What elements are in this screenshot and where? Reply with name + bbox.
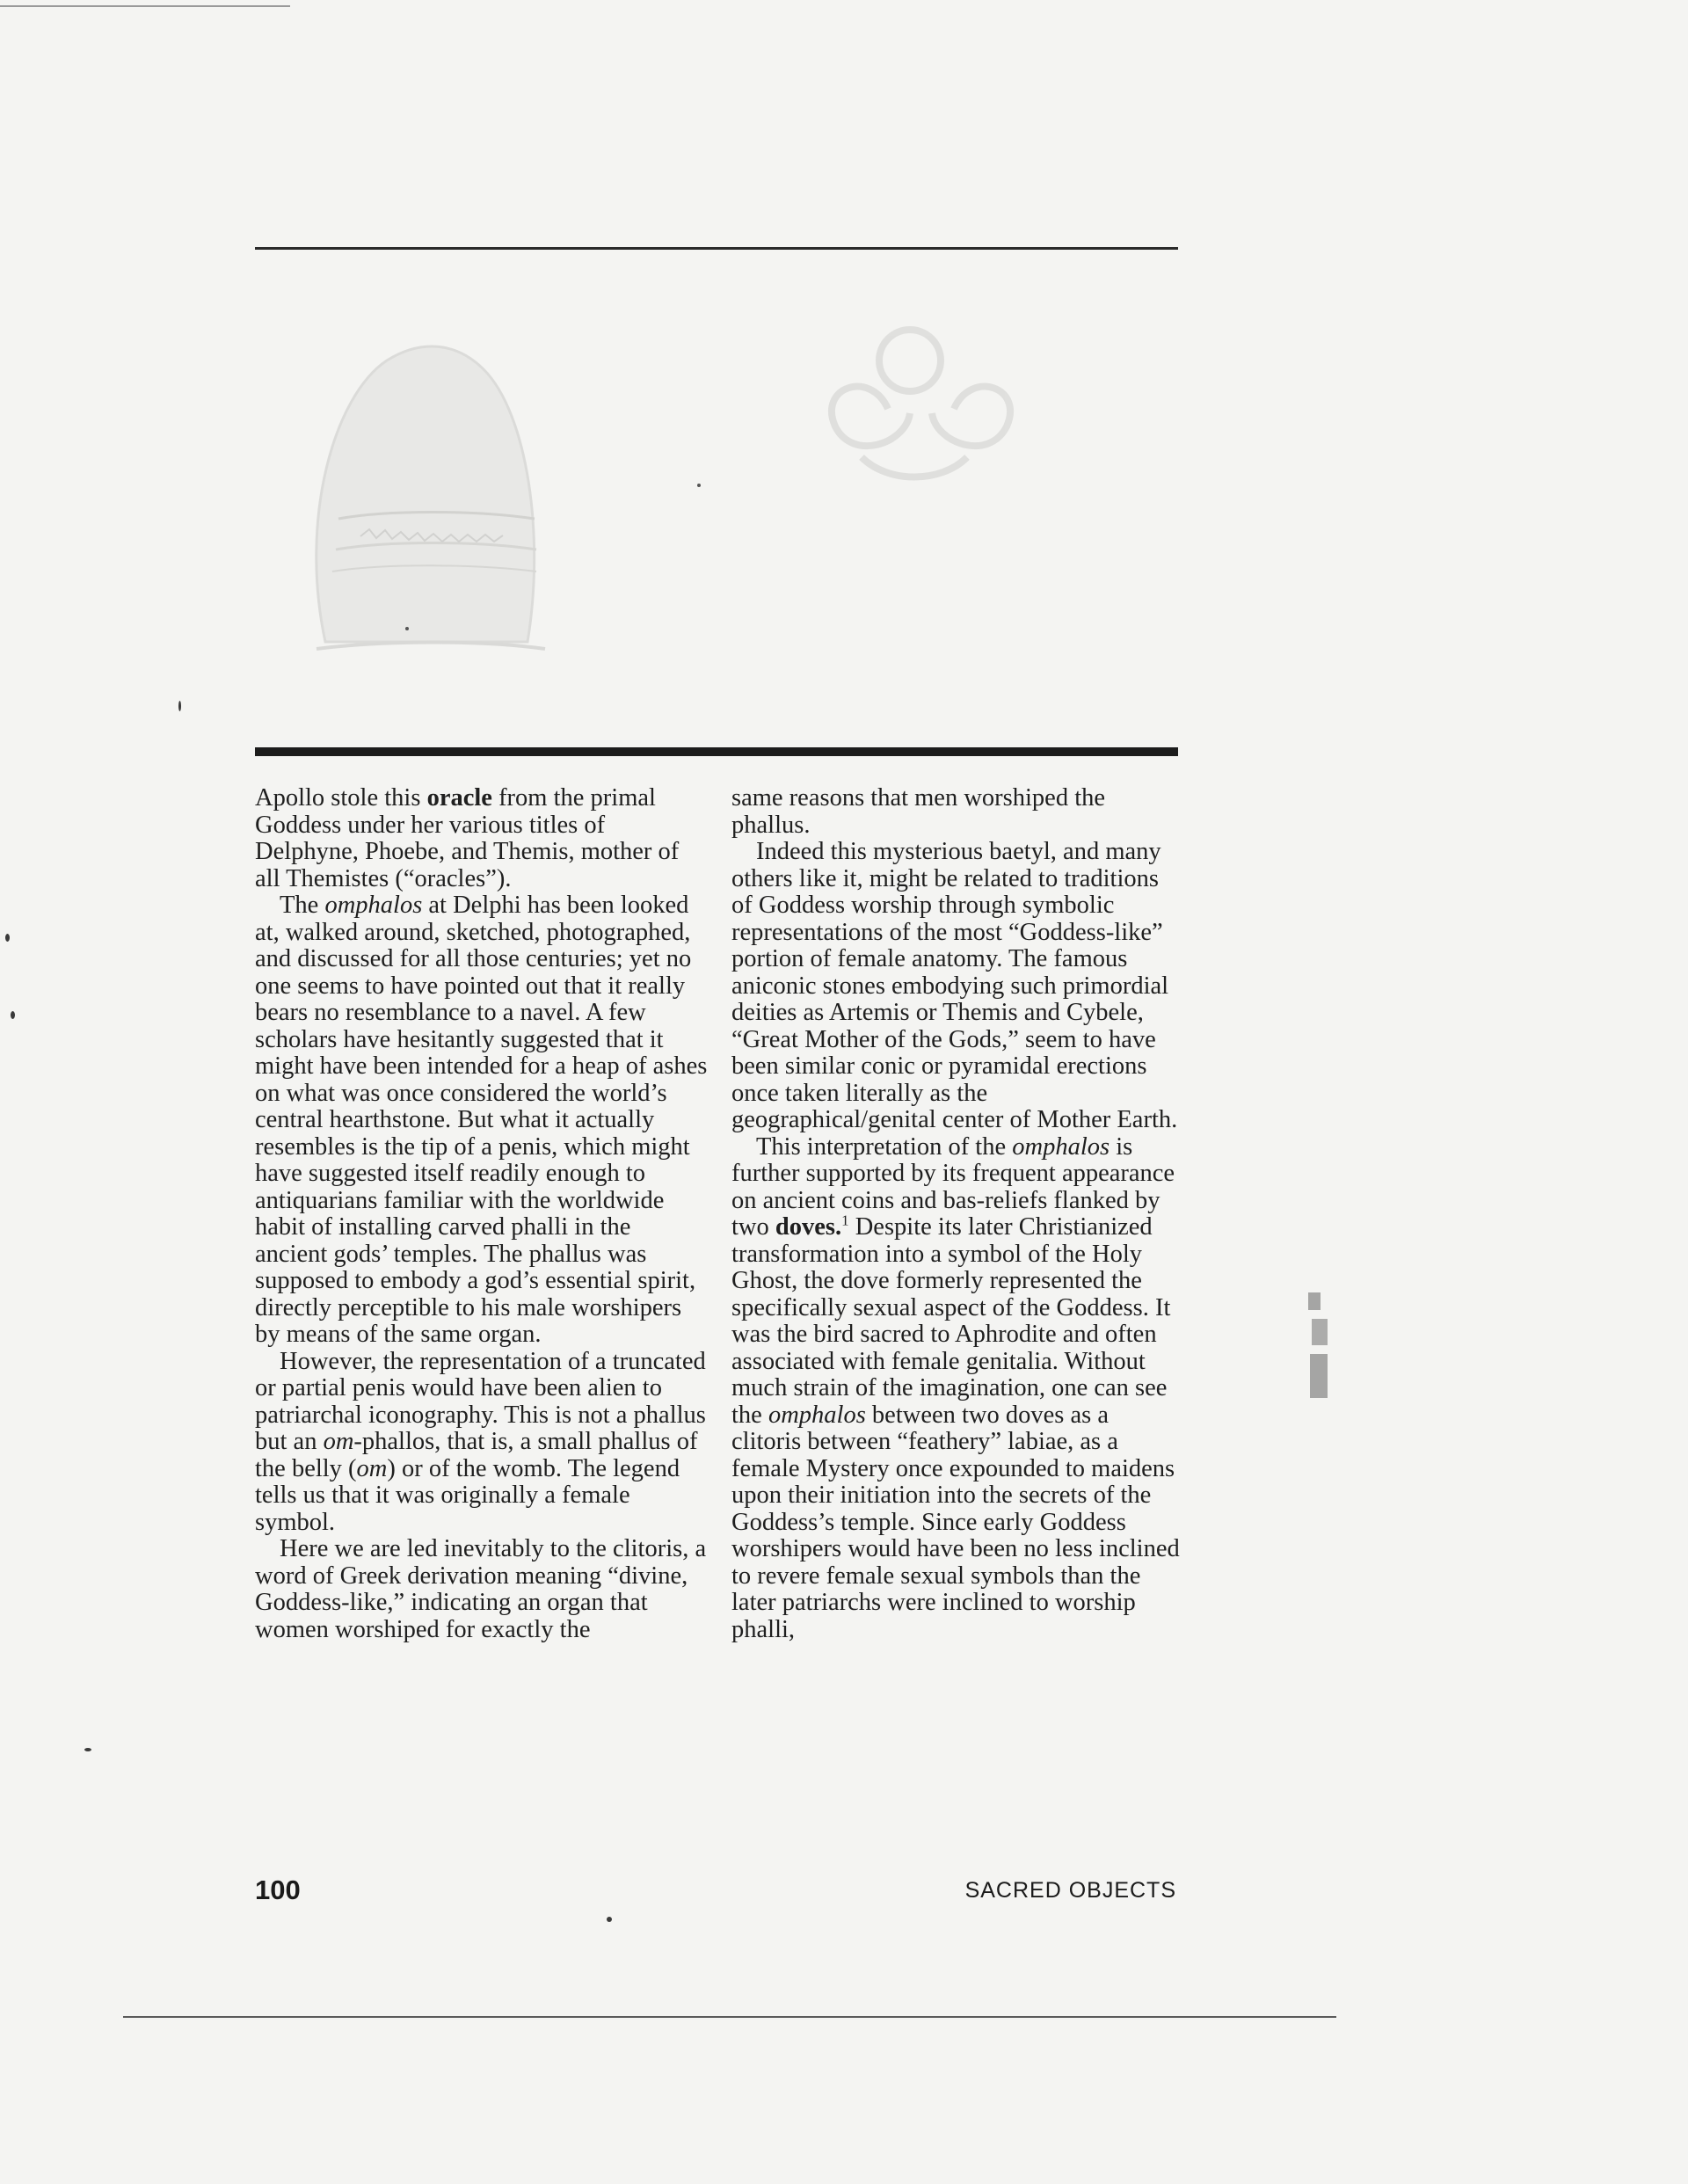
- scan-speck: [11, 1011, 15, 1019]
- running-footer: SACRED OBJECTS: [964, 1878, 1176, 1903]
- paragraph: Apollo stole this oracle from the primal Goddess under her various titles of Delphyne, Phoebe, and Themis, mother of all Themistes (“oracles”).: [255, 784, 680, 892]
- omphalos-figure: [255, 255, 1178, 739]
- paragraph: However, the representation of a truncated or partial penis would have been alien to patriarchal iconography. This is not a phallus but an om-phallos, that is, a small phallus of the belly (om) or of the womb. The legend tells us that it was originally a female symbol.: [255, 1347, 706, 1536]
- faint-bleed-through-emblem: [832, 330, 1010, 477]
- left-text-column: [255, 785, 708, 1643]
- footnote-marker: 1: [841, 1212, 849, 1229]
- right-text-column: [731, 785, 1184, 1643]
- page-number: 100: [255, 1875, 301, 1905]
- omphalos-stone-illustration: [316, 346, 545, 649]
- paragraph: same reasons that men worshiped the phallus.: [731, 784, 1106, 839]
- scan-edge-line: [0, 5, 290, 7]
- scan-speck: [5, 934, 10, 942]
- scan-speck: [697, 484, 701, 487]
- figure-bottom-rule: [255, 747, 1178, 756]
- scan-speck: [178, 701, 181, 711]
- top-rule: [255, 247, 1178, 250]
- scan-bottom-line: [123, 2016, 1336, 2018]
- scan-edge-smudge: [1301, 1284, 1336, 1416]
- paragraph: Indeed this mysterious baetyl, and many others like it, might be related to traditions of Goddess worship through symbolic representations of the most “Goddess-like” portion of female anatomy. The famous aniconic stones embodying such primordial deities as Artemis or Themis and Cybele, “Great Mother of the Gods,” seem to have been similar conic or pyramidal erections once taken literally as the geographical/genital center of Mother Earth.: [731, 838, 1178, 1133]
- paragraph: Here we are led inevitably to the clitoris, a word of Greek derivation meaning “divine, Goddess-like,” indicating an organ that women worshiped for exactly the: [255, 1535, 707, 1643]
- scan-speck: [405, 627, 409, 630]
- scan-speck: [84, 1748, 91, 1751]
- paragraph: The omphalos at Delphi has been looked at, walked around, sketched, photographed, and discussed for all those centuries; yet no one seems to have pointed out that it really bears no resemblance to a navel. A few scholars have hesitantly suggested that it might have been intended for a heap of ashes on what was once considered the world’s central hearthstone. But what it actually resembles is the tip of a penis, which might have suggested itself readily enough to antiquarians familiar with the worldwide habit of installing carved phalli in the ancient gods’ temples. The phallus was supposed to embody a god’s essential spirit, directly perceptible to his male worshipers by means of the same organ.: [255, 892, 708, 1348]
- paragraph: This interpretation of the omphalos is further supported by its frequent appearance on ancient coins and bas-reliefs flanked by two doves.$^1$ Despite its later Christianized transformation into a symbol of the Holy Ghost, the dove formerly represented the specifically sexual aspect of the Goddess. It was the bird sacred to Aphrodite and often associated with female genitalia. Without much strain of the imagination, one can see the omphalos between two doves as a clitoris between “feathery” labiae, as a female Mystery once expounded to maidens upon their initiation into the secrets of the Goddess’s temple. Since early Goddess worshipers would have been no less inclined to revere female sexual symbols than the later patriarchs were inclined to worship phalli,: [731, 1132, 1180, 1643]
- scan-speck: [607, 1917, 612, 1922]
